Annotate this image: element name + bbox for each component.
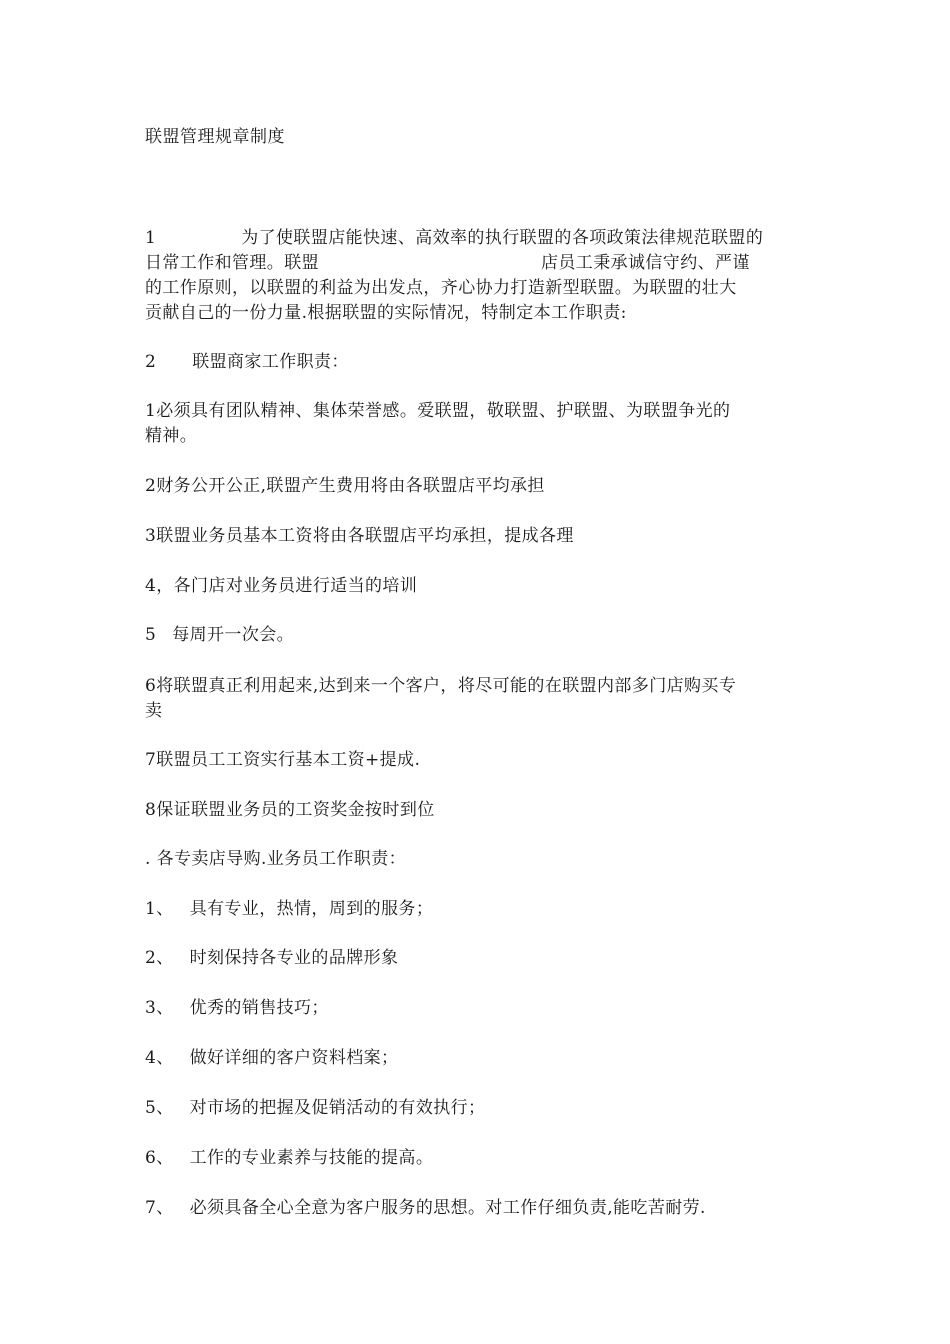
paragraph-text: 日常工作和管理。联盟	[145, 253, 319, 273]
paragraph-item-1	[145, 399, 810, 449]
paragraph-line: 6将联盟真正利用起来,达到来一个客户，将尽可能的在联盟内部多门店购买专	[145, 676, 737, 696]
paragraph-line: 1必须具有团队精神、集体荣誉感。爱联盟，敬联盟、护联盟、为联盟争光的	[145, 401, 731, 421]
list-text: 工作的专业素养与技能的提高。	[189, 1148, 434, 1168]
paragraph-item-4: 4，各门店对业务员进行适当的培训	[145, 576, 418, 596]
paragraph-line: 精神。	[145, 426, 198, 446]
item-text: 每周开一次会。	[172, 625, 295, 645]
list-number: 5、	[145, 1098, 174, 1118]
list-number: 6、	[145, 1148, 174, 1168]
list-item	[145, 897, 810, 922]
list-item	[145, 1046, 810, 1071]
document-title: 联盟管理规章制度	[145, 127, 285, 147]
list-item	[145, 1196, 810, 1221]
item-number: 5	[145, 625, 157, 645]
list-item	[145, 1146, 810, 1171]
list-item	[145, 1096, 810, 1121]
list-number: 2、	[145, 948, 174, 968]
paragraph-item-3: 3联盟业务员基本工资将由各联盟店平均承担，提成各理	[145, 526, 574, 546]
list-number: 4、	[145, 1048, 174, 1068]
list-text: 做好详细的客户资料档案；	[189, 1048, 399, 1068]
list-text: 具有专业，热情，周到的服务；	[189, 899, 434, 919]
list-text: 必须具备全心全意为客户服务的思想。对工作仔细负责,能吃苦耐劳.	[189, 1198, 706, 1218]
paragraph-item-7: 7联盟员工工资实行基本工资+提成.	[145, 750, 421, 770]
section-number: 1	[145, 228, 157, 248]
paragraph-item-6	[145, 674, 810, 724]
paragraph-item-8: 8保证联盟业务员的工资奖金按时到位	[145, 800, 435, 820]
paragraph-text: 店员工秉承诚信守约、严谨	[541, 253, 750, 273]
paragraph-item-5	[145, 623, 810, 648]
list-number: 1、	[145, 899, 174, 919]
list-text: 时刻保持各专业的品牌形象	[189, 948, 399, 968]
paragraph-item-2: 2财务公开公正,联盟产生费用将由各联盟店平均承担	[145, 476, 545, 496]
list-item	[145, 996, 810, 1021]
list-number: 7、	[145, 1198, 174, 1218]
paragraph-intro	[145, 226, 810, 326]
paragraph-text: 为了使联盟店能快速、高效率的执行联盟的各项政策法律规范联盟的	[241, 228, 764, 248]
paragraph-intro-line-2	[145, 251, 810, 276]
paragraph-line: 卖	[145, 701, 163, 721]
section-heading-text: 联盟商家工作职责：	[192, 352, 349, 372]
section-number: 2	[145, 352, 157, 372]
paragraph-intro-line-3: 的工作原则，以联盟的利益为出发点，齐心协力打造新型联盟。为联盟的壮大	[145, 278, 737, 298]
list-item	[145, 946, 810, 971]
section-heading-merchant-duties	[145, 350, 810, 375]
list-number: 3、	[145, 998, 174, 1018]
list-text: 优秀的销售技巧；	[189, 998, 329, 1018]
list-text: 对市场的把握及促销活动的有效执行；	[189, 1098, 486, 1118]
section-heading-staff-duties: . 各专卖店导购.业务员工作职责：	[145, 849, 407, 869]
paragraph-intro-line-1	[145, 226, 810, 251]
paragraph-intro-line-4: 贡献自己的一份力量.根据联盟的实际情况，特制定本工作职责:	[145, 303, 627, 323]
